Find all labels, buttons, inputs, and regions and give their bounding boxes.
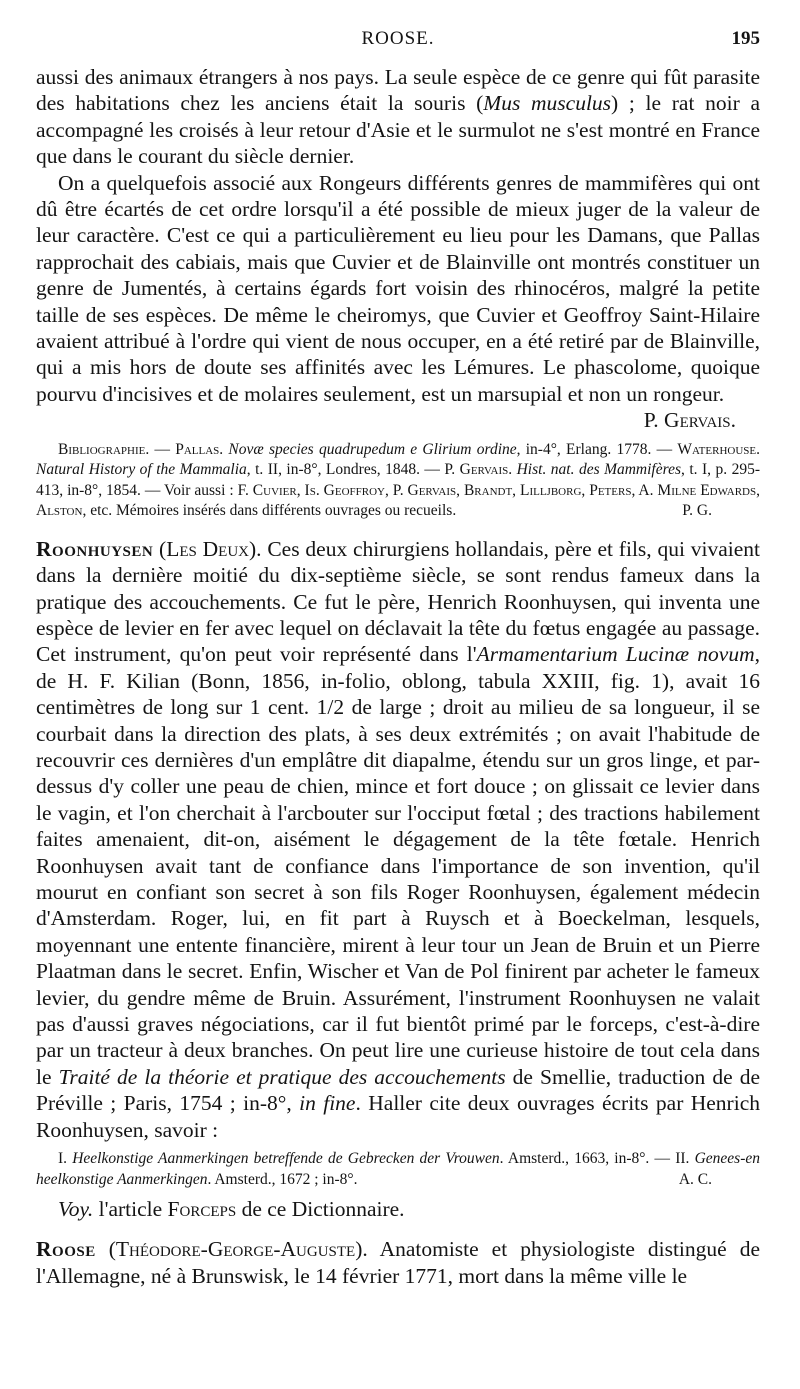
- article-roonhuysen: [36, 536, 760, 1223]
- see-also: Voy. l'article Forceps de ce Dictionnaire.: [58, 1197, 405, 1222]
- running-header: [36, 28, 760, 56]
- running-title: ROOSE.: [361, 28, 435, 49]
- paragraph: Roose (Théodore-George-Auguste). Anatomiste et physiologiste distingué de l'Allemagne, né à Brunswisk, le 14 février 1771, mort dans la même ville le: [36, 1237, 760, 1288]
- bibliography-label: Bibliographie.: [58, 440, 150, 458]
- cross-reference: Forceps: [167, 1197, 237, 1222]
- paragraph: On a quelquefois associé aux Rongeurs différents genres de mammifères qui ont dû être écartés de cet ordre lorsqu'il a été possible de mieux juger de la valeur de leur caractère. C'est ce qui a particulièrement eu lieu pour les Damans, que Pallas rapprochait des cabiais, mais que Cuvier et de Blainville ont montrés constituer un genre de Jumentés, à certains égards fort voisin des rhinocéros, malgré la petite taille de ses espèces. De même le cheiromys, que Cuvier et Geoffroy Saint-Hilaire avaient attribué à l'ordre qui vient de nous occuper, en a été retiré par de Blainville, qui a mis hors de doute ses affinités avec les Lémures. Le phascolome, quoique pourvu d'incisives et de molaires seulement, est un marsupial et non un rongeur. P. Gervais.: [36, 170, 760, 433]
- page-number: 195: [731, 28, 760, 49]
- article-rongeurs-continuation: [36, 64, 760, 522]
- entry-subhead: (Théodore-George-Auguste).: [108, 1237, 368, 1262]
- bibliography: Bibliographie. — Pallas. Novæ species quadrupedum e Glirium ordine, in-4°, Erlang. 1778. — Waterhouse. Natural History of the Mammalia, t. II, in-8°, Londres, 1848. — P. Gervais. Hist. nat. des Mammifères, t. I, p. 295-413, in-8°, 1854. — Voir aussi : F. Cuvier, Is. Geoffroy, P. Gervais, Brandt, Lilljborg, Peters, A. Milne Edwards, Alston, etc. Mémoires insérés dans différents ouvrages ou recueils. P. G.: [36, 440, 760, 522]
- works-signature: A. C.: [678, 1170, 712, 1188]
- author-signature: P. Gervais.: [643, 408, 736, 433]
- paragraph: aussi des animaux étrangers à nos pays. La seule espèce de ce genre qui fût parasite des habitations chez les anciens était la souris (Mus musculus) ; le rat noir a accompagné les croisés à leur retour d'Asie et le surmulot ne s'est montré en France que dans le courant du siècle dernier.: [36, 65, 760, 169]
- species-name: Mus musculus: [483, 91, 612, 116]
- bibliography-signature: P. G.: [682, 502, 712, 520]
- entry-headword: Roonhuysen: [36, 536, 154, 561]
- entry-headword: Roose: [36, 1237, 96, 1262]
- paragraph: Roonhuysen (Les Deux). Ces deux chirurgiens hollandais, père et fils, qui vivaient dans la dernière moitié du dix-septième siècle, se sont rendus fameux dans la pratique des accouchements. Ce fut le père, Henrich Roonhuysen, qui inventa une espèce de levier en fer avec lequel on déclavait la tête du fœtus engagée au passage. Cet instrument, qu'on peut voir représenté dans l'Armamentarium Lucinæ novum, de H. F. Kilian (Bonn, 1856, in-folio, oblong, tabula XXIII, fig. 1), avait 16 centimètres de long sur 1 cent. 1/2 de large ; droit au milieu de sa longueur, il se courbait dans la direction des plats, à ses deux extrémités ; on avait l'habitude de recouvrir ces dernières d'un emplâtre dit diapalme, étendu sur un gros linge, et par-dessus d'y coller une peau de chien, mince et fort douce ; on glissait ce levier dans le vagin, et l'on cherchait à l'arcbouter sur l'occiput fœtal ; des tractions habilement faites amenaient, dit-on, aisément le dégagement de la tête fœtale. Henrich Roonhuysen avait tant de confiance dans l'importance de son invention, qu'il mourut en confiant son secret à son fils Roger Roonhuysen, également médecin d'Amsterdam. Roger, lui, en fit part à Ruysch et à Boeckelman, lesquels, moyennant une entente financière, mirent à leur tour un Jean de Bruin et un Pierre Plaatman dans le secret. Enfin, Wischer et Van de Pol finirent par acheter le fameux levier, du gendre même de Bruin. Assurément, l'instrument Roonhuysen ne valait pas d'aussi graves négociations, car il fut bientôt primé par le forceps, c'est-à-dire par un tracteur à deux branches. On peut lire une curieuse histoire de tout cela dans le Traité de la théorie et pratique des accouchements de Smellie, traduction de de Préville ; Paris, 1754 ; in-8°, in fine. Haller cite deux ouvrages écrits par Henrich Roonhuysen, savoir :: [36, 536, 761, 1142]
- article-roose: [36, 1236, 760, 1289]
- works-list: I. Heelkonstige Aanmerkingen betreffende de Gebrecken der Vrouwen. Amsterd., 1663, in-8°. — II. Genees-en heelkonstige Aanmerkingen. Amsterd., 1672 ; in-8°. A. C.: [36, 1149, 760, 1190]
- entry-subhead: (Les Deux).: [159, 536, 262, 561]
